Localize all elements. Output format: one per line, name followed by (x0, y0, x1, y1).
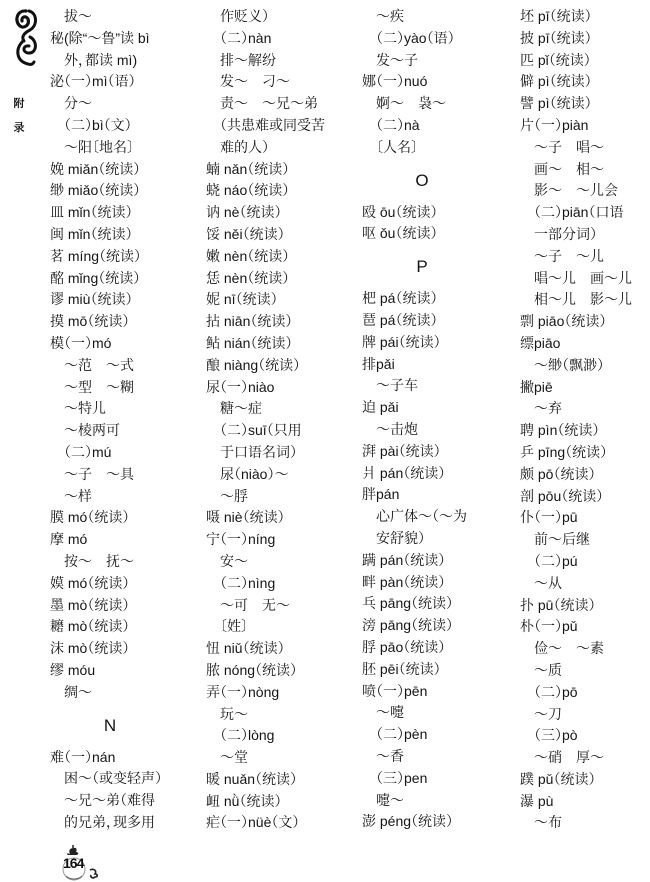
entry-headword-line: 蹒 pán（统读） (362, 551, 446, 568)
entry-headword-line: 难（一）nán (50, 748, 116, 765)
entry-headword-line: 撇piē (520, 378, 553, 395)
entry-sub-line: 相～儿 影～儿 (534, 291, 632, 308)
entry-headword-line: 疟（一）nüè（文） (206, 814, 300, 831)
entry-headword-line: 畔 pàn（统读） (362, 573, 446, 590)
entry-sub-line: （二）mú (64, 443, 112, 460)
entry-headword-line: 嫩 nèn（统读） (206, 247, 290, 264)
entry-sub-line: ～嚏 (376, 704, 404, 721)
entry-sub-line: ～子车 (376, 377, 418, 394)
entry-headword-line: 茗 míng（统读） (50, 247, 142, 264)
entry-sub-line: ～阳〔地名〕 (64, 138, 134, 155)
entry-sub-line: ～疾 (376, 8, 404, 24)
entry-headword-line: 迫 pǎi (362, 399, 399, 416)
entry-sub-line: ～子 ～儿 (534, 247, 604, 264)
entry-sub-line: ～型 ～糊 (64, 378, 134, 395)
entry-sub-line: 发～ 刁～ (220, 73, 290, 90)
entry-headword-line: 乒 pīng（统读） (520, 443, 608, 460)
entry-headword-line: 妮 nī（统读） (206, 291, 278, 308)
entry-headword-line: 僻 pì（统读） (520, 73, 592, 90)
section-letter-header: O (415, 170, 429, 190)
entry-sub-line: 画～ 相～ (534, 160, 604, 177)
entry-headword-line: 馁 něi（统读） (206, 225, 285, 242)
entry-headword-line: 剽 piāo（统读） (520, 313, 607, 330)
entry-sub-line: 尿（niào）～ (220, 465, 289, 482)
entry-sub-line: 发～子 (376, 51, 418, 68)
entry-sub-line: （二）suī（只用 (220, 422, 302, 439)
entry-sub-line: （二）bì（文） (64, 116, 132, 133)
entry-sub-line: ～兄～弟（难得 (64, 792, 155, 809)
entry-headword-line: 鲇 nián（统读） (206, 334, 293, 351)
entry-headword-line: 宁（一）níng (206, 531, 276, 548)
dictionary-column-1 (50, 6, 200, 834)
entry-sub-line: 外，都读 mì) (64, 51, 138, 68)
entry-headword-line: 殴 ōu（统读） (362, 203, 438, 220)
entry-sub-line: 排～解纷 (220, 51, 276, 68)
entry-sub-line: 心广体～（～为 (376, 508, 467, 525)
entry-headword-line: 拈 niān（统读） (206, 313, 293, 330)
entry-headword-line: 闽 mǐn（统读） (50, 225, 133, 242)
entry-headword-line: 娩 miǎn（统读） (50, 160, 141, 177)
entry-sub-line: 绸～ (64, 683, 92, 700)
entry-headword-line: 片（一）piàn (520, 116, 589, 133)
entry-sub-line: 〔姓〕 (220, 618, 248, 635)
section-letter-header: N (103, 715, 117, 735)
entry-sub-line: ～布 (534, 814, 562, 831)
entry-sub-line: 唱～儿 画～儿 (534, 269, 632, 286)
entry-sub-line: 于口语名词） (220, 443, 297, 460)
scroll-ornament-icon (9, 6, 39, 73)
entry-headword-line: 蝻 nǎn（统读） (206, 160, 290, 177)
entry-headword-line: 酩 mǐng（统读） (50, 269, 141, 286)
page-number-block (56, 842, 104, 882)
entry-sub-line: ～脬 (220, 487, 248, 504)
entry-sub-line: （二）piān（口语 (534, 204, 624, 221)
entry-headword-line: 乓 pāng（统读） (362, 595, 454, 612)
entry-headword-line: 缈 miǎo（统读） (50, 182, 141, 199)
entry-headword-line: 胖pán (362, 486, 400, 503)
entry-sub-line: ～子 唱～ (534, 138, 604, 155)
entry-headword-line: 秘(除“～鲁”读 bì (50, 29, 150, 46)
dictionary-column-3 (362, 6, 512, 833)
dictionary-column-4 (520, 6, 650, 834)
section-letter-header: P (416, 257, 428, 277)
entry-headword-line: 聘 pìn（统读） (520, 422, 600, 439)
entry-sub-line: （二）nà (376, 116, 420, 133)
entry-sub-line: 拔～ (64, 8, 92, 24)
entry-headword-line: 牌 pái（统读） (362, 333, 441, 350)
entry-headword-line: 琶 pá（统读） (362, 311, 438, 328)
entry-headword-line: 坯 pī（统读） (520, 8, 592, 24)
entry-sub-line: 作贬义） (220, 8, 269, 24)
entry-headword-line: 排pǎi (362, 355, 395, 372)
entry-sub-line: 〔人名〕 (376, 138, 418, 155)
entry-sub-line: ～范 ～式 (64, 356, 134, 373)
entry-sub-line: 糖～症 (220, 400, 262, 417)
entry-headword-line: 披 pī（统读） (520, 29, 592, 46)
entry-headword-line: 忸 niǔ（统读） (206, 640, 285, 657)
entry-sub-line: 分～ (64, 95, 92, 112)
entry-sub-line: ～缈（飘渺） (534, 356, 604, 373)
dictionary-column-2 (206, 6, 356, 834)
entry-headword-line: 杷 pá（统读） (362, 290, 438, 307)
entry-sub-line: 俭～ ～素 (534, 640, 604, 657)
entry-headword-line: 耱 mò（统读） (50, 618, 130, 635)
entry-sub-line: （二）pèn (376, 726, 428, 743)
entry-headword-line: 暖 nuǎn（统读） (206, 770, 298, 787)
entry-sub-line: 困～（或变轻声） (64, 770, 162, 787)
entry-headword-line: 摸 mō（统读） (50, 313, 130, 330)
entry-headword-line: 摩 mó (50, 531, 88, 548)
entry-headword-line: 嫫 mó（统读） (50, 574, 130, 591)
entry-sub-line: 嚏～ (376, 791, 404, 808)
entry-headword-line: 缪 móu (50, 661, 96, 678)
entry-headword-line: 颇 pō（统读） (520, 465, 596, 482)
entry-sub-line: ～刀 (534, 705, 562, 722)
appendix-side-tab (12, 92, 26, 140)
entry-headword-line: 扑 pū（统读） (520, 596, 596, 613)
entry-headword-line: 澎 péng（统读） (362, 813, 454, 830)
entry-headword-line: 衄 nǜ（统读） (206, 792, 282, 809)
entry-headword-line: 酿 niàng（统读） (206, 356, 301, 373)
entry-headword-line: 爿 pán（统读） (362, 464, 446, 481)
entry-headword-line: 弄（一）nòng (206, 683, 280, 700)
entry-headword-line: 恁 nèn（统读） (206, 269, 290, 286)
entry-headword-line: 仆（一）pū (520, 509, 578, 526)
entry-sub-line: ～从 (534, 574, 562, 591)
entry-headword-line: 嗫 niè（统读） (206, 509, 285, 526)
entry-sub-line: 安舒貌） (376, 529, 425, 546)
entry-sub-line: 安～ (220, 552, 248, 569)
entry-sub-line: 前～后继 (534, 531, 590, 548)
entry-headword-line: 脓 nóng（统读） (206, 661, 298, 678)
entry-headword-line: 沫 mò（统读） (50, 640, 130, 657)
entry-headword-line: 膜 mó（统读） (50, 509, 130, 526)
entry-headword-line: 譬 pì（统读） (520, 95, 592, 112)
entry-sub-line: （二）pú (534, 552, 578, 569)
entry-sub-line: 责～ ～兄～弟 (220, 95, 318, 112)
entry-headword-line: 剖 pōu（统读） (520, 487, 604, 504)
entry-sub-line: （二）pō (534, 683, 578, 700)
entry-sub-line: 按～ 抚～ (64, 552, 134, 569)
entry-headword-line: 呕 ǒu（统读） (362, 225, 438, 242)
entry-sub-line: ～特儿 (64, 400, 106, 417)
entry-headword-line: 胚 pēi（统读） (362, 660, 441, 677)
entry-headword-line: 尿（一）niào (206, 378, 275, 395)
entry-sub-line: ～击炮 (376, 420, 418, 437)
entry-headword-line: 匹 pǐ（统读） (520, 51, 591, 68)
entry-sub-line: （二）nìng (220, 574, 276, 591)
entry-headword-line: 皿 mǐn（统读） (50, 204, 133, 221)
entry-sub-line: （共患难或同受苦 (220, 116, 325, 133)
entry-headword-line: 讷 nè（统读） (206, 204, 282, 221)
entry-headword-line: 滂 pāng（统读） (362, 617, 454, 634)
entry-headword-line: 瀑 pù (520, 792, 554, 809)
entry-headword-line: 脬 pāo（统读） (362, 638, 446, 655)
entry-headword-line: 蹼 pǔ（统读） (520, 770, 596, 787)
page-number: 164 (63, 855, 84, 871)
entry-sub-line: （三）pen (376, 769, 428, 786)
entry-sub-line: 的兄弟，现多用 (64, 813, 155, 830)
entry-sub-line: 婀～ 袅～ (376, 95, 446, 112)
entry-sub-line: ～子 ～具 (64, 465, 134, 482)
entry-sub-line: （二）lòng (220, 727, 275, 744)
entry-headword-line: 喷（一）pēn (362, 682, 428, 699)
entry-sub-line: ～样 (64, 487, 92, 504)
entry-sub-line: ～棱两可 (64, 422, 120, 439)
entry-headword-line: 缥piāo (520, 334, 561, 351)
entry-sub-line: 一部分词） (534, 225, 597, 242)
entry-sub-line: ～硝 厚～ (534, 749, 604, 766)
entry-sub-line: ～香 (376, 747, 404, 764)
entry-sub-line: （二）yào（语） (376, 29, 455, 46)
entry-headword-line: 模（一）mó (50, 334, 112, 351)
side-tab-char-2: 录 (13, 122, 25, 134)
entry-headword-line: 墨 mò（统读） (50, 596, 130, 613)
entry-headword-line: 湃 pài（统读） (362, 442, 441, 459)
entry-sub-line: ～堂 (220, 749, 248, 766)
entry-headword-line: 蛲 náo（统读） (206, 182, 290, 199)
entry-sub-line: 玩～ (220, 705, 248, 722)
entry-headword-line: 泌（一）mì（语） (50, 73, 136, 90)
entry-headword-line: 谬 miù（统读） (50, 291, 133, 308)
entry-sub-line: 难的人） (220, 138, 269, 155)
entry-sub-line: ～弃 (534, 400, 562, 417)
entry-sub-line: ～质 (534, 661, 562, 678)
side-tab-char-1: 附 (13, 98, 25, 110)
entry-sub-line: （三）pò (534, 727, 578, 744)
entry-headword-line: 朴（一）pǔ (520, 618, 578, 635)
entry-sub-line: （二）nàn (220, 29, 272, 46)
entry-sub-line: 影～ ～儿会 (534, 182, 618, 199)
entry-sub-line: ～可 无～ (220, 596, 290, 613)
entry-headword-line: 娜（一）nuó (362, 73, 428, 90)
